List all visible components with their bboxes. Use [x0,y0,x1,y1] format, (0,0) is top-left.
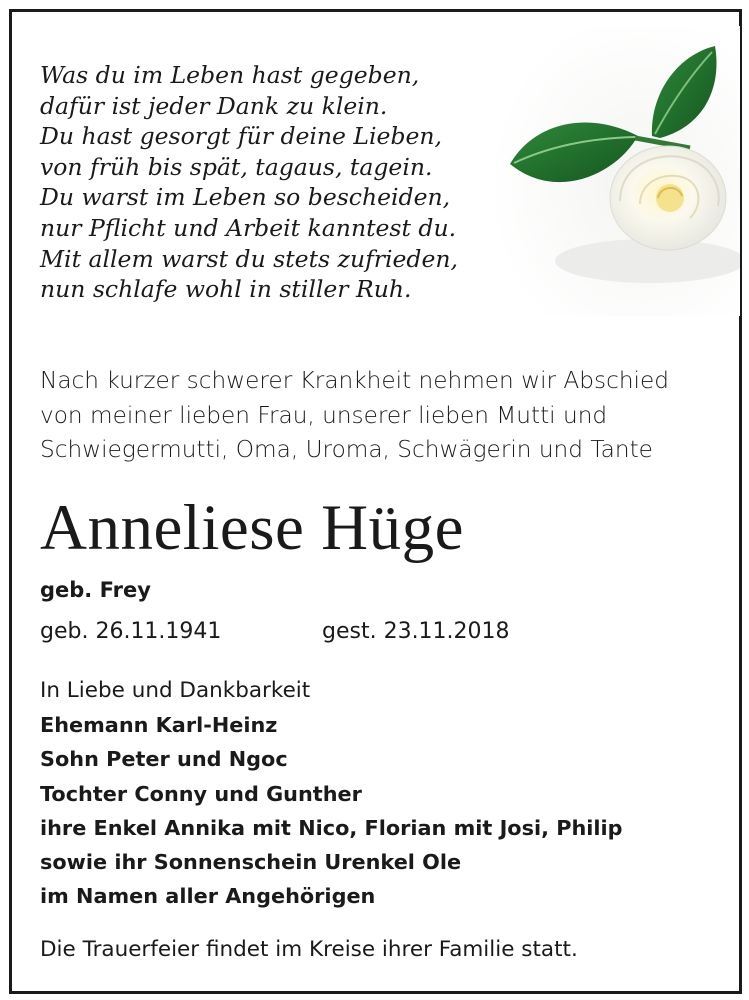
closing-intro: In Liebe und Dankbarkeit [40,678,311,703]
mourner-line: im Namen aller Angehörigen [40,884,376,909]
mourner-line: ihre Enkel Annika mit Nico, Florian mit Josi, Philip [40,815,623,840]
mourners-block [40,674,623,913]
poem-line: Was du im Leben hast gegeben, [40,61,420,89]
announcement-text [40,364,669,468]
white-rose-icon [490,26,740,316]
deceased-name: Anneliese Hüge [40,492,464,564]
funeral-note: Die Trauerfeier findet im Kreise ihrer Familie statt. [40,937,578,962]
announcement-line: Nach kurzer schwerer Krankheit nehmen wir Abschied [40,367,669,394]
mourner-line: sowie ihr Sonnenschein Urenkel Ole [40,850,462,875]
death-date: gest. 23.11.2018 [322,619,510,644]
poem-line: Mit allem warst du stets zufrieden, [40,244,458,273]
mourner-line: Tochter Conny und Gunther [40,781,362,806]
mourner-line: Sohn Peter und Ngoc [40,747,288,772]
life-dates [40,616,510,648]
poem-line: von früh bis spät, tagaus, tagein. [40,152,433,181]
announcement-line: von meiner lieben Frau, unserer lieben Mutti und [40,401,608,429]
maiden-name: geb. Frey [40,578,151,602]
poem-line: Du hast gesorgt für deine Lieben, [40,122,443,151]
poem-line: nun schlafe wohl in stiller Ruh. [40,275,412,304]
announcement-line: Schwiegermutti, Oma, Uroma, Schwägerin und Tante [40,436,653,463]
poem-line: dafür ist jeder Dank zu klein. [40,91,388,120]
poem [40,60,458,305]
birth-date: geb. 26.11.1941 [40,619,222,644]
poem-line: Du warst im Leben so bescheiden, [40,183,451,212]
poem-line: nur Pflicht und Arbeit kanntest du. [40,213,457,242]
mourner-line: Ehemann Karl-Heinz [40,713,278,738]
obituary-frame [9,9,742,994]
